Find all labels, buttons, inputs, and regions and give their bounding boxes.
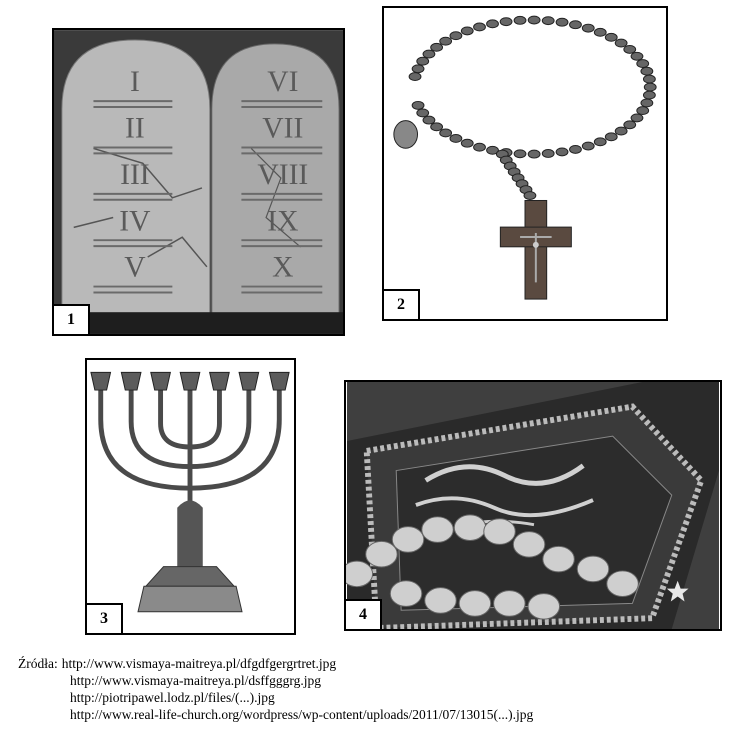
- roman-numeral: VII: [262, 112, 304, 145]
- roman-numeral: I: [129, 66, 140, 99]
- roman-numeral: IX: [267, 205, 299, 238]
- source-url: http://www.vismaya-maitreya.pl/dsffgggrg.jpg: [70, 673, 321, 688]
- image-ten-commandments: [52, 28, 345, 336]
- source-url: http://piotripawel.lodz.pl/files/(...).jpg: [70, 690, 275, 705]
- panel-number: 4: [346, 599, 382, 629]
- rosary-image: [384, 8, 666, 319]
- menorah-image: [87, 360, 294, 633]
- quran-image: [346, 382, 720, 629]
- image-rosary: [382, 6, 668, 321]
- image-menorah: [85, 358, 296, 635]
- roman-numeral: IV: [119, 205, 151, 238]
- panel-number: 1: [54, 304, 90, 334]
- roman-numeral: II: [125, 112, 145, 145]
- roman-numeral: VI: [267, 66, 299, 99]
- panel-number: 3: [87, 603, 123, 633]
- roman-numeral: VIII: [257, 158, 309, 191]
- image-quran: [344, 380, 722, 631]
- roman-numeral: III: [120, 158, 150, 191]
- ten-commandments-tablets-image: [54, 30, 343, 334]
- roman-numeral: X: [272, 251, 294, 284]
- sources-label: Źródła:: [18, 656, 58, 671]
- source-url: http://www.vismaya-maitreya.pl/dfgdfgergrtret.jpg: [61, 656, 337, 671]
- panel-number: 2: [384, 289, 420, 319]
- roman-numeral: V: [124, 251, 146, 284]
- source-url: http://www.real-life-church.org/wordpress/wp-content/uploads/2011/07/13015(...).jpg: [70, 707, 534, 722]
- sources-list: [18, 655, 533, 723]
